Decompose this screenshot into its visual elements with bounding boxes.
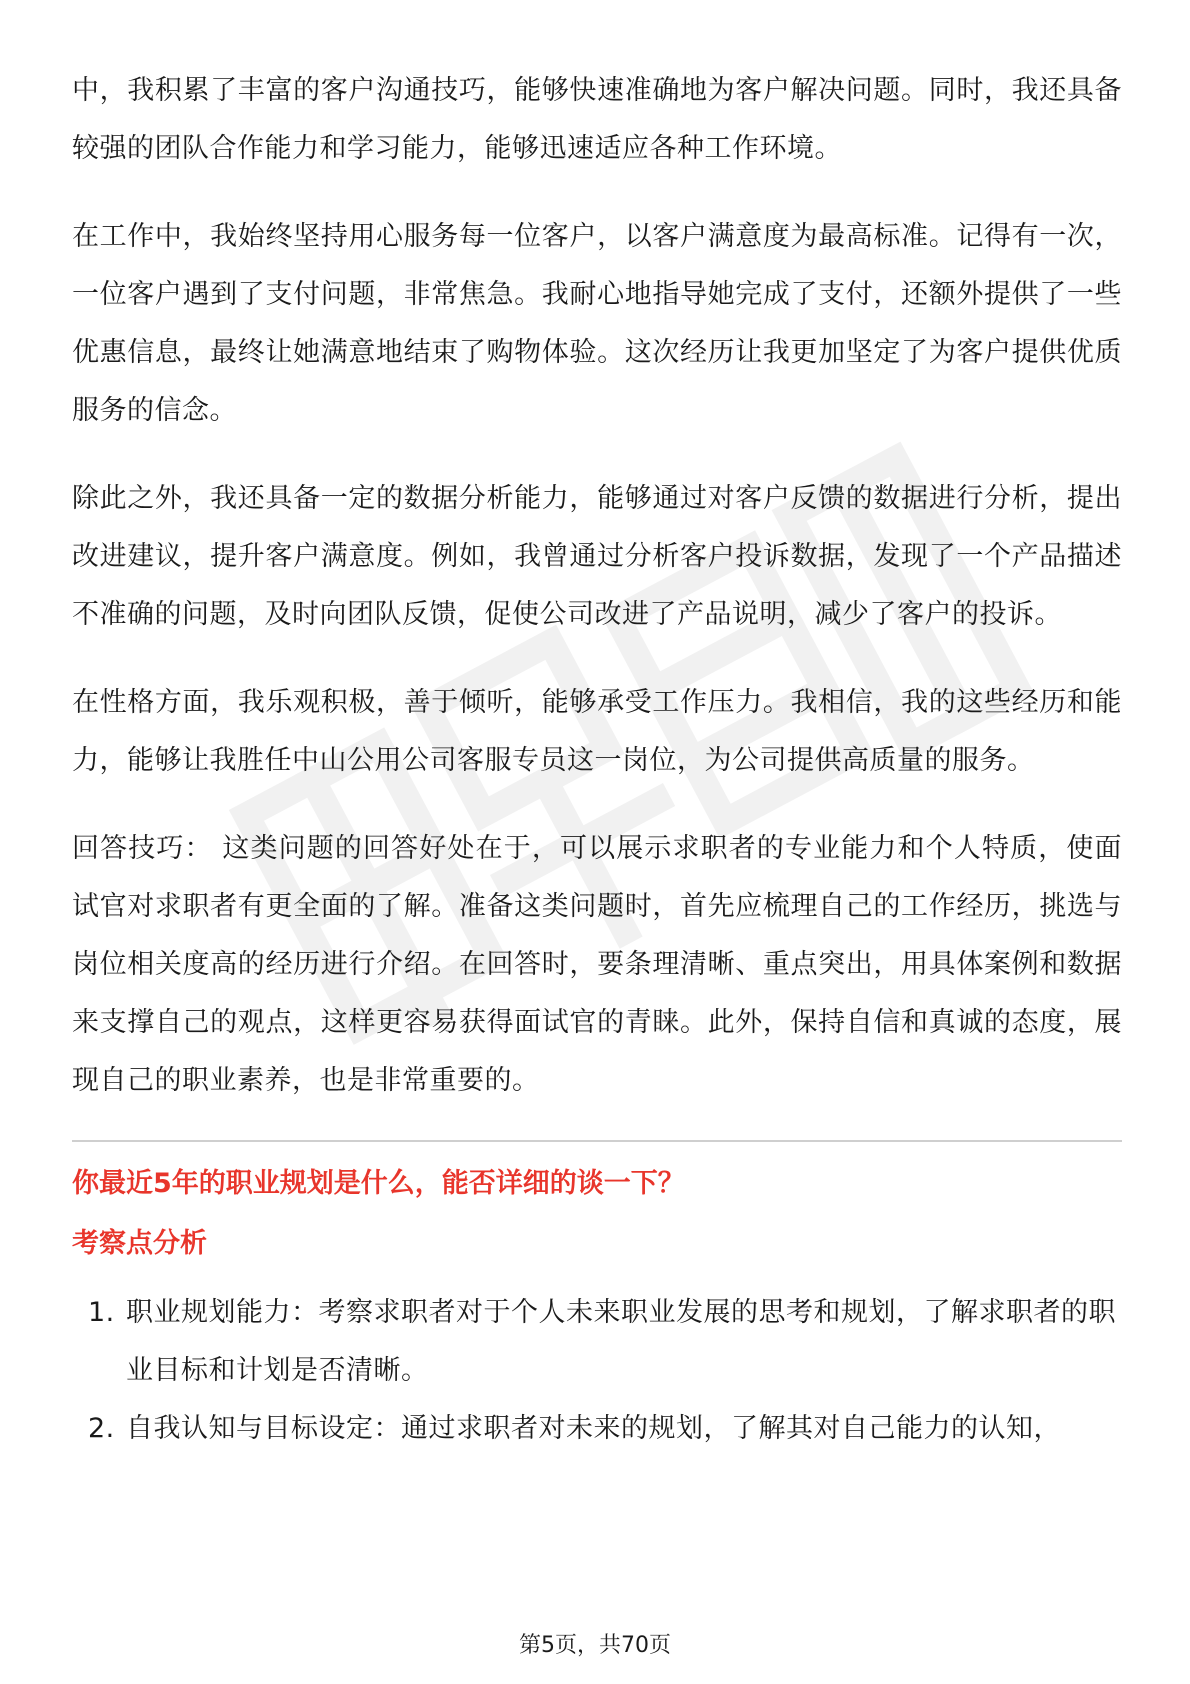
list-item-text: 自我认知与目标设定：通过求职者对未来的规划，了解其对自己能力的认知， (126, 1413, 1061, 1444)
section-divider (72, 1140, 1122, 1142)
page-content (72, 62, 1122, 1458)
section-title: 考察点分析 (72, 1228, 207, 1259)
list-number: 1. (88, 1297, 115, 1328)
analysis-list (72, 1284, 1122, 1458)
interview-question: 你最近5年的职业规划是什么，能否详细的谈一下？ (72, 1168, 685, 1199)
answer-tips-paragraph: 回答技巧： 这类问题的回答好处在于，可以展示求职者的专业能力和个人特质，使面试官对求职者有更全面的了解。准备这类问题时，首先应梳理自己的工作经历，挑选与岗位相关度高的经历进行介绍。在回答时，要条理清晰、重点突出，用具体案例和数据来支撑自己的观点，这样更容易获得面试官的青睐。此外，保持自信和真诚的态度，展现自己的职业素养，也是非常重要的。 (72, 833, 1122, 1096)
paragraph-2: 在工作中，我始终坚持用心服务每一位客户，以客户满意度为最高标准。记得有一次，一位客户遇到了支付问题，非常焦急。我耐心地指导她完成了支付，还额外提供了一些优惠信息，最终让她满意地结束了购物体验。这次经历让我更加坚定了为客户提供优质服务的信念。 (72, 221, 1122, 426)
list-number: 2. (88, 1413, 115, 1444)
page-footer: 第5页，共70页 (519, 1633, 671, 1658)
paragraph-3: 除此之外，我还具备一定的数据分析能力，能够通过对客户反馈的数据进行分析，提出改进建议，提升客户满意度。例如，我曾通过分析客户投诉数据，发现了一个产品描述不准确的问题，及时向团队反馈，促使公司改进了产品说明，减少了客户的投诉。 (72, 483, 1122, 630)
list-item (72, 1400, 1122, 1458)
paragraph-1: 中，我积累了丰富的客户沟通技巧，能够快速准确地为客户解决问题。同时，我还具备较强的团队合作能力和学习能力，能够迅速适应各种工作环境。 (72, 75, 1122, 164)
paragraph-4: 在性格方面，我乐观积极，善于倾听，能够承受工作压力。我相信，我的这些经历和能力，能够让我胜任中山公用公司客服专员这一岗位，为公司提供高质量的服务。 (72, 687, 1122, 776)
list-item-text: 职业规划能力：考察求职者对于个人未来职业发展的思考和规划，了解求职者的职业目标和计划是否清晰。 (126, 1297, 1116, 1386)
list-item (72, 1284, 1122, 1400)
